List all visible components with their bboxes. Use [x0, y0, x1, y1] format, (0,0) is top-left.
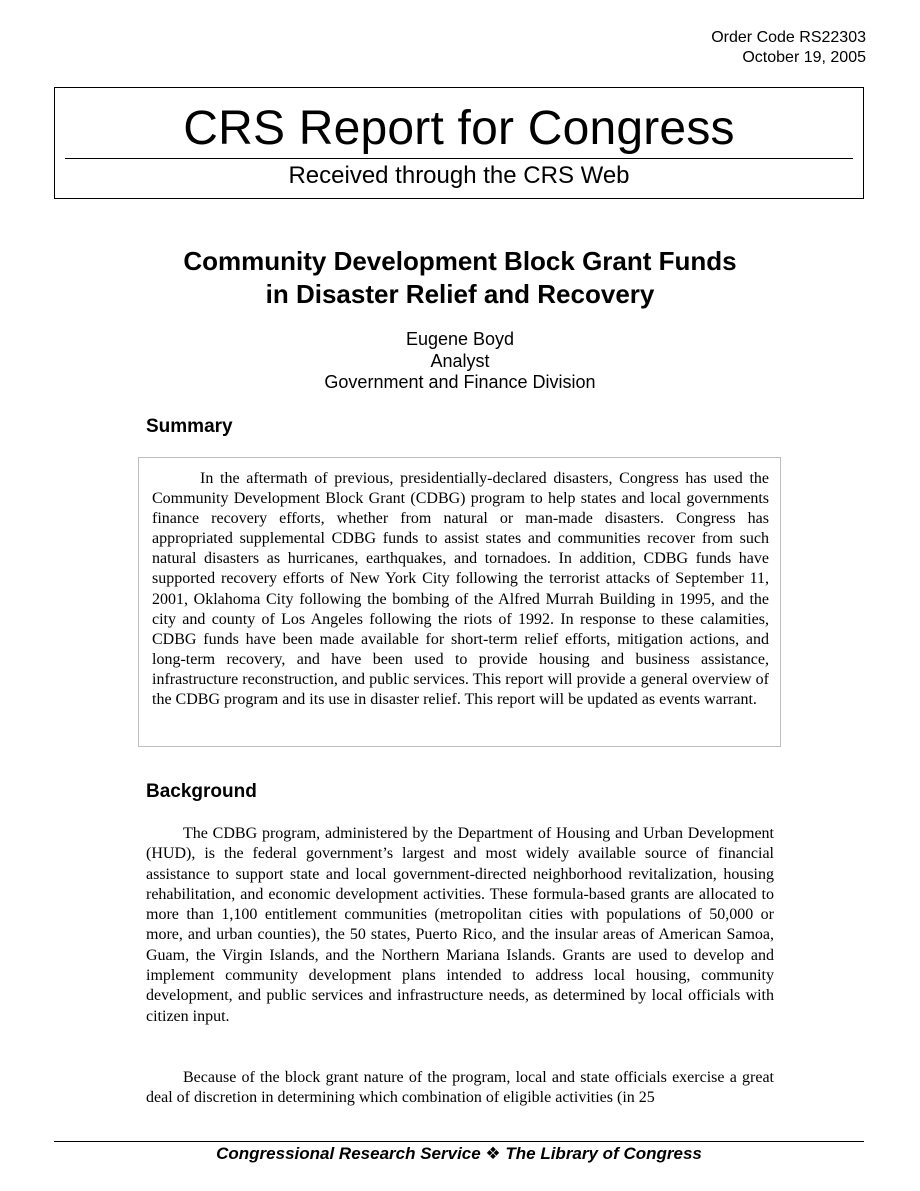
- header-divider: [65, 158, 853, 159]
- order-code-block: [711, 28, 866, 68]
- document-title: [80, 245, 840, 311]
- report-header-box: [54, 87, 864, 199]
- report-header-subtitle: Received through the CRS Web: [288, 162, 630, 189]
- order-date: October 19, 2005: [742, 49, 866, 66]
- author-title: Analyst: [430, 350, 490, 371]
- summary-text: In the aftermath of previous, presidentially-declared disasters, Congress has used the Community Development Block Grant (CDBG) program to help states and local governments finance recovery efforts, whether from natural or man-made disasters. Congress has appropriated supplemental CDBG funds to assist states and communities recover from such natural disasters as hurricanes, earthquakes, and tornadoes. In addition, CDBG funds have supported recovery efforts of New York City following the terrorist attacks of September 11, 2001, Oklahoma City following the bombing of the Alfred Murrah Building in 1995, and the city and county of Los Angeles following the riots of 1992. In response to these calamities, CDBG funds have been made available for short-term relief efforts, mitigation actions, and long-term recovery, and have been used to provide housing and business assistance, infrastructure reconstruction, and public services. This report will provide a general overview of the CDBG program and its use in disaster relief. This report will be updated as events warrant.: [152, 470, 769, 709]
- author-block: [80, 329, 840, 394]
- document-title-line-1: Community Development Block Grant Funds: [183, 246, 737, 276]
- footer-divider: [54, 1141, 864, 1142]
- summary-heading: Summary: [146, 416, 233, 437]
- background-paragraph-1: The CDBG program, administered by the Department of Housing and Urban Development (HUD), is the federal government’s largest and most widely available source of financial assistance to support state and local government-directed neighborhood revitalization, housing rehabilitation, and economic development activities. These formula-based grants are allocated to more than 1,100 entitlement communities (metropolitan cities with populations of 50,000 or more, and urban counties), the 50 states, Puerto Rico, and the insular areas of American Samoa, Guam, the Virgin Islands, and the Northern Mariana Islands. Grants are used to develop and implement community development plans intended to address local housing, community development, and public services and infrastructure needs, as determined by local officials with citizen input.: [146, 825, 774, 1025]
- background-paragraph-2: Because of the block grant nature of the program, local and state officials exercise a great deal of discretion in determining which combination of eligible activities (in 25: [146, 1069, 774, 1107]
- author-name: Eugene Boyd: [405, 329, 515, 349]
- author-division: Government and Finance Division: [324, 372, 596, 392]
- summary-box: [138, 457, 781, 747]
- background-heading: Background: [146, 781, 257, 802]
- order-code: Order Code RS22303: [711, 29, 866, 46]
- report-header-title: CRS Report for Congress: [183, 102, 735, 155]
- footer-text: Congressional Research Service ❖ The Library of Congress: [216, 1144, 702, 1163]
- document-title-line-2: in Disaster Relief and Recovery: [265, 279, 655, 309]
